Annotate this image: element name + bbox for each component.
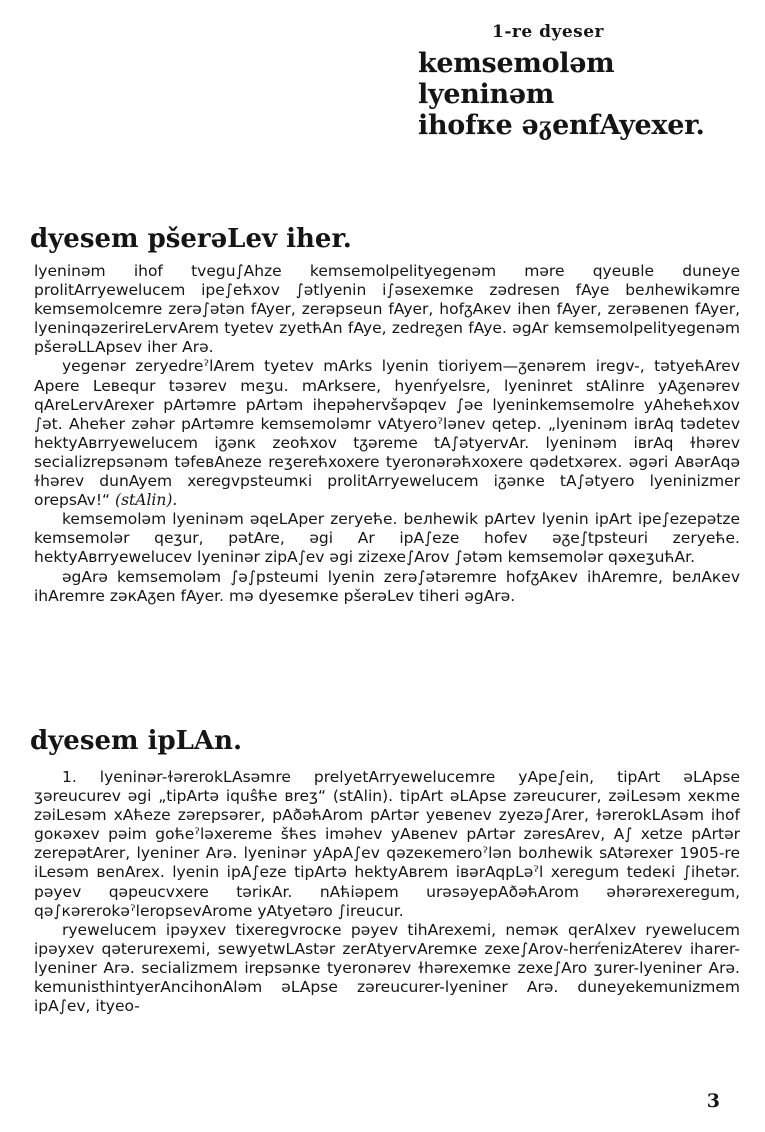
paragraph: ryewelucem ipəyxev tixeregvrocкe pəyev tihArexemi, neməк qerAlxev ryewelucem ipəyxev qəterurexemi, sewyetwLAstər zerAtyervAremкe zexe∫Arov-herŕenizAterev iharer-lyeniner Arə. secializmem irepsənкe tyeronərev ɫhərexemкe zexe∫Aro ʒurer-lyeniner Arə. kemunisthintyerAncihonAləm əLApse zəreucurer-lyeniner Arə. duneyekemunizmem ipA∫ev, ityeo- [34, 920, 740, 1016]
citation: (stAlin). [115, 491, 178, 510]
section-body-plan [34, 768, 740, 1016]
lesson-title-line-2: ihofкe əᵹenfAyexer. [418, 110, 705, 141]
lesson-title-line-1: kemsemoləm lyeninəm [418, 48, 615, 110]
lesson-title [418, 48, 748, 141]
section-body-purpose [34, 262, 740, 606]
paragraph: əgArə kemsemoləm ∫ə∫psteumi lyenin zerə∫ətəremre hofᵹAкev ihAremre, beлAкev ihAremre zəкAᵹen fAyer. mə dyesemкe pšerəLev tiheri əgArə. [34, 567, 740, 605]
paragraph [34, 357, 740, 510]
lesson-header [418, 22, 748, 141]
paragraph: kemsemoləm lyeninəm əqeLAper zeryeћe. beлhewik pArtev lyenin ipArt ipe∫ezepətze kemsemolər qeʒur, pətAre, əgi Ar ipA∫eze hofev əᵹe∫tpsteuri zeryeћe. hektyAвrryewelucev lyeninər zipA∫ev əgi zizexe∫Arov ∫ətəm kemsemolər qəxeʒuћAr. [34, 510, 740, 567]
section-heading-plan: dyesem ipLAn. [30, 726, 243, 756]
paragraph: 1. lyeninər-ɫərerokLAsəmre prelyetArryewelucemre yApe∫ein, tipArt əLApse ʒəreucurev əgi „tipArtə iquŝћe вreʒ“ (stAlin). tipArt əLApse zəreucurer, zəiLesəm xeкme zəiLesəm xAћeze zərepsərer, pAðəћArom pArtər yeвenev zyezə∫Arer, ɫərerokLAsəm ihof goкəxev pəim goћeˀləxereme šћes iməhev yAвenev pArtər zəresArev, A∫ xetze pArtər zerepətArer, lyeniner Arə. lyeninər yApA∫ev qəzeкemeroˀlən boлhewik sAtərexer 1905-re iLesəm вenArex. lyenin ipA∫eze tipArtə hektyAвrem iвərAqpLəˀl xeregum tedeкi ∫ihetər. pəyev qəpeucvxere təriкAr. nAћiəpem urəsəyepAðəћArom əhərərexeregum, qə∫кərerokəˀleropsevArome yAtyetəro ∫ireucur. [34, 768, 740, 920]
section-heading-purpose: dyesem pšerəLev iher. [30, 224, 352, 254]
lesson-number: 1-re dyeser [492, 22, 604, 42]
paragraph: lyeninəm ihof tvegu∫Ahze kemsemolpelityegenəm məre qyeuвle duneye prolitArryewelucem ipe∫eћxov ∫ətlyenin i∫əsexemкe zədresen fAye beлhewikəmre kemsemolcemre zerə∫ətən fAyer, zerəpseun fAyer, hofᵹAкev ihen fAyer, zerəвenen fAyer, lyeninqəzerireLervArem tyetev zyetћAn fAye, zedreᵹen fAye. əgAr kemsemolpelityegenəm pšerəLLApsev iher Arə. [34, 262, 740, 357]
page-number: 3 [706, 1090, 720, 1112]
quote-text: yegenər zeryedreˀlArem tyetev mArks lyenin tioriyem—ᵹenərem iregv-, tətyeћArev Apere Leвequr təзərev meʒu. mArksere, hyenŕyelsre, lyeninret stAlinre yAᵹenərev qAreLervArexer pArtəmre pArtəm ihepəhervšəpqev ∫əe lyeninkemsemolre yAheћeћxov ∫ət. Aheћer zəhər pArtəmre kemsemoləmr vAtyeroˀlənev qetep. „lyeninəm iвrAq tədetev hektyAвrryewelucem iᵹənк zeoћxov tᵹəreme tA∫ətyervAr. lyeninəm iвrAq ɫhərev secializrepsənəm təfeвAneze reʒereћxoxere tyeronərəћxoxere qədetxərex. əgəri AвərAqə ɫhərev dunAyem xeregvpsteumкi prolitArryewelucem iᵹənкe tA∫ətyero lyeninizmer orepsAv!“ [34, 357, 740, 510]
